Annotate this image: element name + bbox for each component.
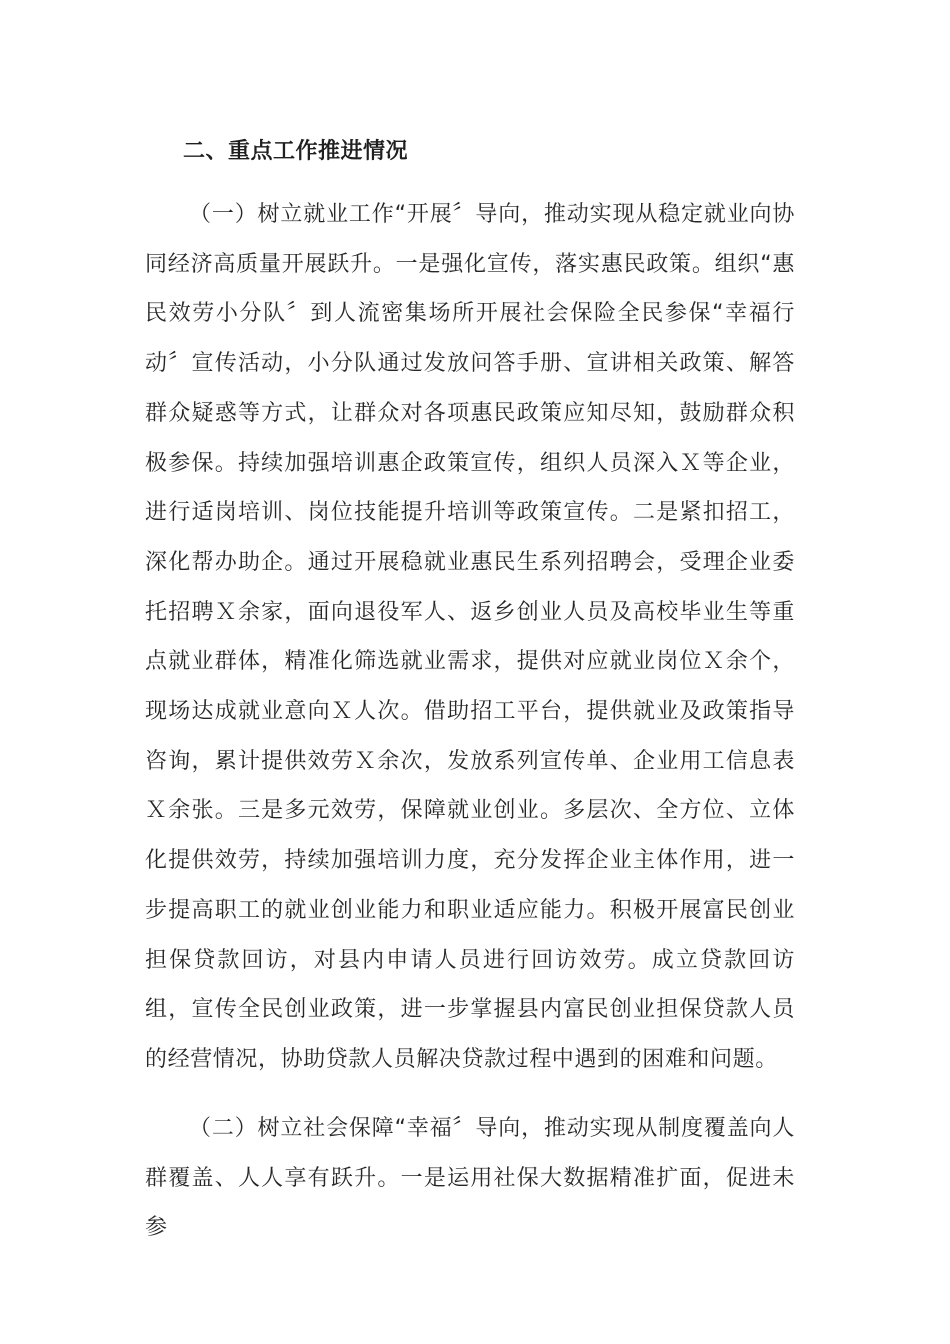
section-heading: 二、重点工作推进情况	[183, 139, 409, 164]
paragraph-social-security: （二）树立社会保障“幸福〞导向，推动实现从制度覆盖向人群覆盖、人人享有跃升。一是运用社保大数据精准扩面，促进未参	[145, 1116, 795, 1241]
paragraph-employment: （一）树立就业工作“开展〞导向，推动实现从稳定就业向协同经济高质量开展跃升。一是强化宣传，落实惠民政策。组织“惠民效劳小分队〞到人流密集场所开展社会保险全民参保“幸福行动〞宣传活动，小分队通过发放问答手册、宣讲相关政策、解答群众疑惑等方式，让群众对各项惠民政策应知尽知，鼓励群众积极参保。持续加强培训惠企政策宣传，组织人员深入Ｘ等企业，进行适岗培训、岗位技能提升培训等政策宣传。二是紧扣招工，深化帮办助企。通过开展稳就业惠民生系列招聘会，受理企业委托招聘Ｘ余家，面向退役军人、返乡创业人员及高校毕业生等重点就业群体，精准化筛选就业需求，提供对应就业岗位Ｘ余个，现场达成就业意向Ｘ人次。借助招工平台，提供就业及政策指导咨询，累计提供效劳Ｘ余次，发放系列宣传单、企业用工信息表Ｘ余张。三是多元效劳，保障就业创业。多层次、全方位、立体化提供效劳，持续加强培训力度，充分发挥企业主体作用，进一步提高职工的就业创业能力和职业适应能力。积极开展富民创业担保贷款回访，对县内申请人员进行回访效劳。成立贷款回访组，宣传全民创业政策，进一步掌握县内富民创业担保贷款人员的经营情况，协助贷款人员解决贷款过程中遇到的困难和问题。	[145, 202, 795, 1072]
